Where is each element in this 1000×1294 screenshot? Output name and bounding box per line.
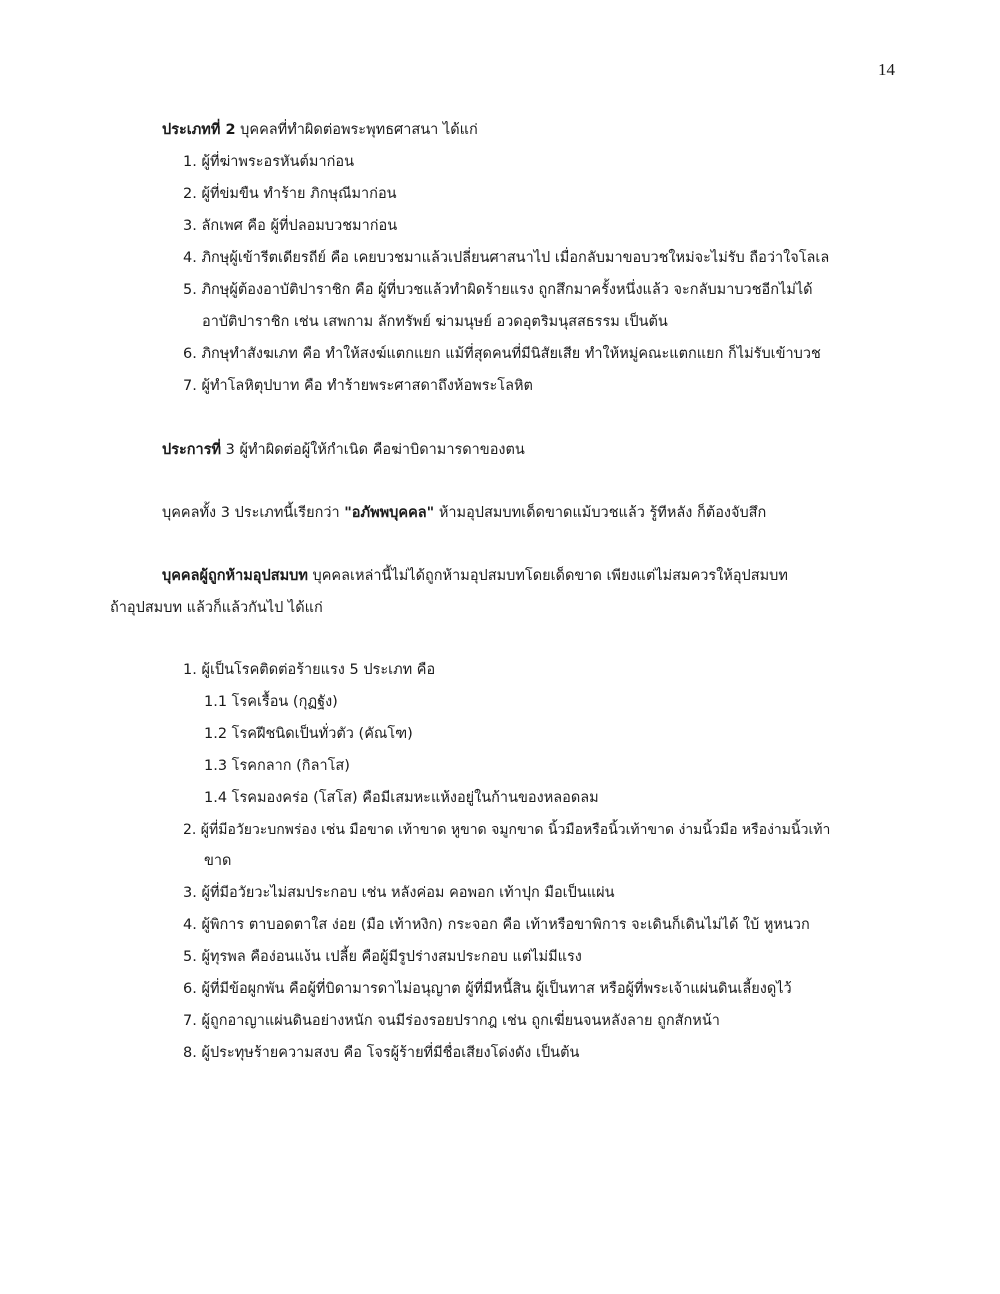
prohibited-item: 6. ผู้ที่มีข้อผูกพัน คือผู้ที่บิดามารดาไม่อนุญาต ผู้ที่มีหนี้สิน ผู้เป็นทาส หรือผู้ที่พระเจ้าแผ่นดินเลี้ยงดูไว้ <box>183 981 792 997</box>
prohibited-item: 5. ผู้ทุรพล คือง่อนแง้น เปลี้ย คือผู้มีรูปร่างสมประกอบ แต่ไม่มีแรง <box>183 949 582 965</box>
prohibited-line <box>162 566 788 586</box>
summary-after: ห้ามอุปสมบทเด็ดขาดแม้บวชแล้ว รู้ทีหลัง ก็ต้องจับสึก <box>434 505 767 521</box>
prohibited-item: 8. ผู้ประทุษร้ายความสงบ คือ โจรผู้ร้ายที่มีชื่อเสียงโด่งดัง เป็นต้น <box>183 1045 580 1061</box>
section2-item: 2. ผู้ที่ข่มขืน ทำร้าย ภิกษุณีมาก่อน <box>183 186 397 202</box>
page-number: 14 <box>878 60 895 79</box>
prohibited-subitem: 1.1 โรคเรื้อน (กุฏฐัง) <box>204 694 338 710</box>
prohibited-item: 3. ผู้ที่มีอวัยวะไม่สมประกอบ เช่น หลังค่อม คอพอก เท้าปุก มือเป็นแผ่น <box>183 885 615 901</box>
prohibited-intro: บุคคลเหล่านี้ไม่ได้ถูกห้ามอุปสมบทโดยเด็ดขาด เพียงแต่ไม่สมควรให้อุปสมบท <box>307 568 788 584</box>
section2-intro: บุคคลที่ทำผิดต่อพระพุทธศาสนา ได้แก่ <box>235 122 478 138</box>
section2-line <box>162 120 478 140</box>
section3-heading: ประการที่ <box>162 442 222 458</box>
prohibited-intro-continuation: ถ้าอุปสมบท แล้วก็แล้วกันไป ได้แก่ <box>110 600 323 616</box>
prohibited-item: 1. ผู้เป็นโรคติดต่อร้ายแรง 5 ประเภท คือ <box>183 662 436 678</box>
section2-heading: ประเภทที่ 2 <box>162 122 236 138</box>
section2-item: 4. ภิกษุผู้เข้ารีตเดียรถีย์ คือ เคยบวชมาแล้วเปลี่ยนศาสนาไป เมื่อกลับมาขอบวชใหม่จะไม่รับ ถือว่าใจโลเล <box>183 250 830 266</box>
section2-item: 5. ภิกษุผู้ต้องอาบัติปาราชิก คือ ผู้ที่บวชแล้วทำผิดร้ายแรง ถูกสึกมาครั้งหนึ่งแล้ว จะกลับมาบวชอีกไม่ได้ <box>183 282 813 298</box>
section2-item: 6. ภิกษุทำสังฆเภท คือ ทำให้สงฆ์แตกแยก แม้ที่สุดคนที่มีนิสัยเสีย ทำให้หมู่คณะแตกแยก ก็ไม่รับเข้าบวช <box>183 346 821 362</box>
prohibited-item: 7. ผู้ถูกอาญาแผ่นดินอย่างหนัก จนมีร่องรอยปรากฎ เช่น ถูกเฆี่ยนจนหลังลาย ถูกสักหน้า <box>183 1013 720 1029</box>
prohibited-subitem: 1.3 โรคกลาก (กิลาโส) <box>204 758 350 774</box>
prohibited-subitem: 1.2 โรคฝีชนิดเป็นทั่วตัว (คัณโฑ) <box>204 726 413 742</box>
section2-item: 3. ลักเพศ คือ ผู้ที่ปลอมบวชมาก่อน <box>183 218 398 234</box>
section3-line <box>162 440 525 460</box>
section2-item: 1. ผู้ที่ฆ่าพระอรหันต์มาก่อน <box>183 154 355 170</box>
section2-item-continuation: อาบัติปาราชิก เช่น เสพกาม ลักทรัพย์ ฆ่ามนุษย์ อวดอุตริมนุสสธรรม เป็นต้น <box>202 314 668 330</box>
prohibited-item: 2. ผู้ที่มีอวัยวะบกพร่อง เช่น มือขาด เท้าขาด หูขาด จมูกขาด นิ้วมือหรือนิ้วเท้าขาด ง่ามนิ้วมือ หรือง่ามนิ้วเท้า <box>183 822 831 838</box>
prohibited-item: 4. ผู้พิการ ตาบอดตาใส ง่อย (มือ เท้าหงิก) กระจอก คือ เท้าหรือขาพิการ จะเดินก็เดินไม่ได้ ใบ้ หูหนวก <box>183 917 810 933</box>
section2-item: 7. ผู้ทำโลหิตุปบาท คือ ทำร้ายพระศาสดาถึงห้อพระโลหิต <box>183 378 533 394</box>
summary-before: บุคคลทั้ง 3 ประเภทนี้เรียกว่า <box>162 505 345 521</box>
prohibited-heading: บุคคลผู้ถูกห้ามอุปสมบท <box>162 568 308 584</box>
summary-line <box>162 503 766 523</box>
prohibited-item-continuation: ขาด <box>204 853 232 869</box>
prohibited-subitem: 1.4 โรคมองคร่อ (โสโส) คือมีเสมหะแห้งอยู่ในก้านของหลอดลม <box>204 790 599 806</box>
section3-intro: 3 ผู้ทำผิดต่อผู้ให้กำเนิด คือฆ่าบิดามารดาของตน <box>221 442 525 458</box>
summary-term: "อภัพพบุคคล" <box>344 505 435 521</box>
